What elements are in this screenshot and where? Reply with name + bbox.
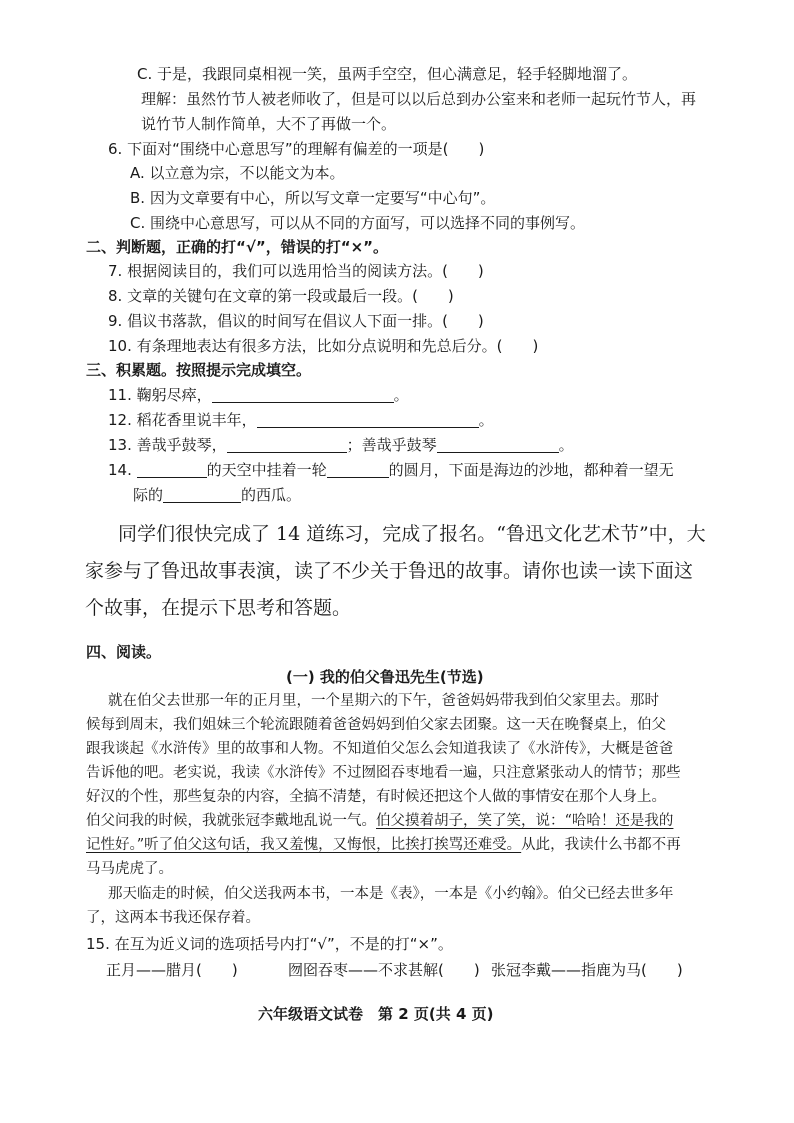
passage-p1-line6 xyxy=(86,809,673,834)
q7: 7. 根据阅读目的，我们可以选用恰当的阅读方法。( ) xyxy=(108,262,484,280)
q9: 9. 倡议书落款，倡议的时间写在倡议人下面一排。( ) xyxy=(108,312,484,330)
q11-answer-blank[interactable] xyxy=(212,384,394,403)
q14-number: 14. xyxy=(108,461,132,479)
section2-heading: 二、判断题，正确的打“√”，错误的打“×”。 xyxy=(86,238,389,256)
q11 xyxy=(108,383,409,408)
section4-heading: 四、阅读。 xyxy=(86,643,162,661)
transition-line1: 同学们很快完成了 14 道练习，完成了报名。“鲁迅文化艺术节”中，大 xyxy=(118,523,706,545)
q12-prefix: 12. 稻花香里说丰年， xyxy=(108,411,257,429)
q14-line1 xyxy=(108,458,674,483)
q15-pair3: 张冠李戴——指鹿为马( ) xyxy=(491,961,683,979)
passage-title: (一) 我的伯父鲁迅先生(节选) xyxy=(286,668,484,686)
section3-heading: 三、积累题。按照提示完成填空。 xyxy=(86,361,312,379)
q6-option-b: B. 因为文章要有中心，所以写文章一定要写“中心句”。 xyxy=(130,189,496,207)
q14-part2: 的天空中挂着一轮 xyxy=(206,461,327,479)
passage-underlined-sentence-part2: 记性好。”听了伯父这句话，我又羞愧，又悔恨，比挨打挨骂还难受。 xyxy=(86,837,522,853)
q5-option-c: C. 于是，我跟同桌相视一笑，虽两手空空，但心满意足，轻手轻脚地溜了。 xyxy=(137,65,638,83)
transition-line3: 个故事，在提示下思考和答题。 xyxy=(85,597,352,619)
q12-suffix: 。 xyxy=(478,411,494,429)
q15-stem: 15. 在互为近义词的选项括号内打“√”，不是的打“×”。 xyxy=(86,935,453,953)
passage-p1-line5: 好汉的个性，那些复杂的内容，全搞不清楚，有时候还把这个人做的事情安在那个人身上。 xyxy=(86,789,666,805)
q14-answer-blank-3[interactable] xyxy=(163,484,241,503)
q11-suffix: 。 xyxy=(393,386,409,404)
q14-line2-prefix: 际的 xyxy=(133,486,164,504)
q11-prefix: 11. 鞠躬尽瘁， xyxy=(108,386,212,404)
passage-p1-line1: 就在伯父去世那一年的正月里，一个星期六的下午，爸爸妈妈带我到伯父家里去。那时 xyxy=(108,693,659,709)
passage-p1-line4: 告诉他的吧。老实说，我读《水浒传》不过囫囵吞枣地看一遍，只注意紧张动人的情节；那些 xyxy=(86,765,681,781)
passage-p2-line2: 了，这两本书我还保存着。 xyxy=(86,910,260,926)
q14-answer-blank-1[interactable] xyxy=(137,459,207,478)
passage-p1-line8: 马马虎虎了。 xyxy=(86,861,173,877)
passage-p2-line1: 那天临走的时候，伯父送我两本书，一本是《表》，一本是《小约翰》。伯父已经去世多年 xyxy=(108,886,674,902)
q10: 10. 有条理地表达有很多方法，比如分点说明和先总后分。( ) xyxy=(108,337,539,355)
q14-line2-suffix: 的西瓜。 xyxy=(241,486,302,504)
passage-p1-line2: 候每到周末，我们姐妹三个轮流跟随着爸爸妈妈到伯父家去团聚。这一天在晚餐桌上，伯父 xyxy=(86,717,666,733)
q12-answer-blank[interactable] xyxy=(257,409,479,428)
passage-p1-line7-plain: 从此，我读什么书都不再 xyxy=(521,837,681,853)
q6-stem: 6. 下面对“围绕中心意思写”的理解有偏差的一项是( ) xyxy=(108,140,485,158)
q5-understanding-line1: 理解：虽然竹节人被老师收了，但是可以以后总到办公室来和老师一起玩竹节人，再 xyxy=(141,90,697,108)
q15-pair2: 囫囵吞枣——不求甚解( ) xyxy=(288,961,480,979)
passage-p1-line6-plain: 伯父问我的时候，我就张冠李戴地乱说一气。 xyxy=(86,813,376,829)
q6-option-a: A. 以立意为宗，不以能文为本。 xyxy=(130,164,345,182)
q13 xyxy=(108,433,574,458)
q13-prefix: 13. 善哉乎鼓琴， xyxy=(108,436,227,454)
q13-middle: ；善哉乎鼓琴 xyxy=(346,436,437,454)
q5-understanding-line2: 说竹节人制作简单，大不了再做一个。 xyxy=(141,115,397,133)
q6-option-c: C. 围绕中心意思写，可以从不同的方面写，可以选择不同的事例写。 xyxy=(130,214,586,232)
transition-line2: 家参与了鲁迅故事表演，读了不少关于鲁迅的故事。请你也读一读下面这 xyxy=(85,560,694,582)
q13-answer-blank-2[interactable] xyxy=(437,434,559,453)
passage-p1-line3: 跟我谈起《水浒传》里的故事和人物。不知道伯父怎么会知道我读了《水浒传》，大概是爸爸 xyxy=(86,741,674,757)
passage-underlined-sentence-part1: 伯父摸着胡子，笑了笑，说：“哈哈！还是我的 xyxy=(376,813,674,829)
q14-part3: 的圆月，下面是海边的沙地，都种着一望无 xyxy=(388,461,674,479)
q14-line2 xyxy=(133,483,301,508)
page-footer: 六年级语文试卷 第 2 页(共 4 页) xyxy=(258,1005,494,1023)
q13-answer-blank-1[interactable] xyxy=(227,434,347,453)
q8: 8. 文章的关键句在文章的第一段或最后一段。( ) xyxy=(108,287,454,305)
passage-p1-line7 xyxy=(86,833,681,858)
q13-suffix: 。 xyxy=(558,436,574,454)
q12 xyxy=(108,408,494,433)
q14-answer-blank-2[interactable] xyxy=(327,459,389,478)
q15-pair1: 正月——腊月( ) xyxy=(106,961,238,979)
